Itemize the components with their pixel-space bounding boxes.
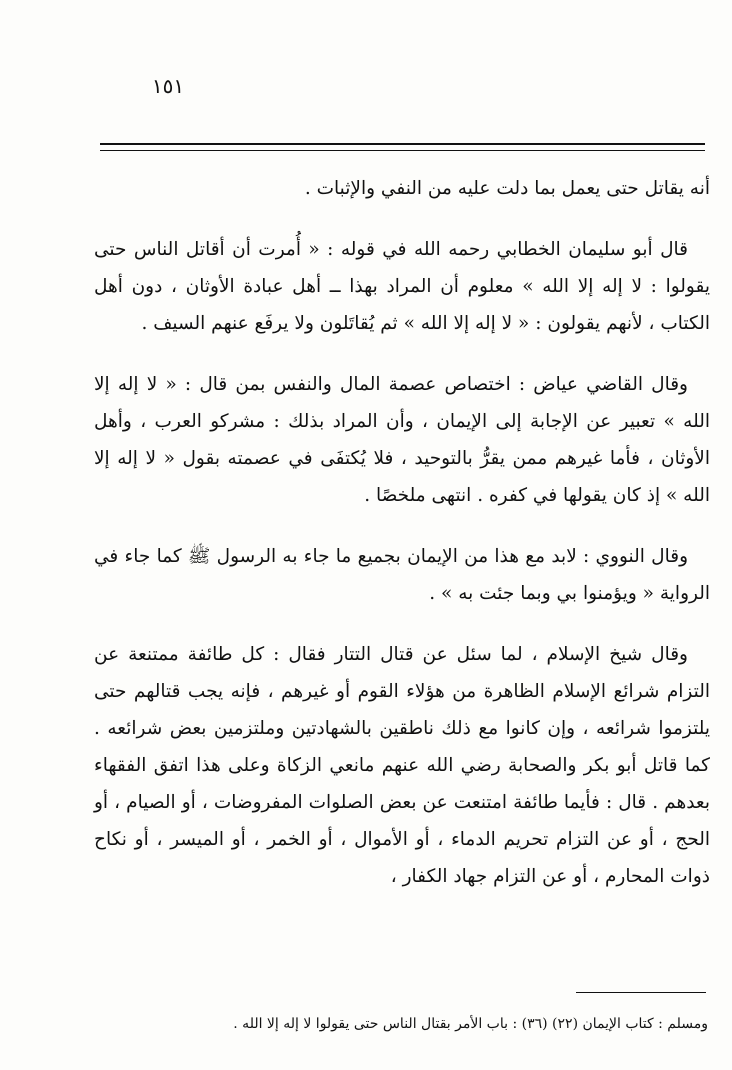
paragraph-shaykh-al-islam: وقال شيخ الإسلام ، لما سئل عن قتال التتار فقال : كل طائفة ممتنعة عن التزام شرائع الإسلام الظاهرة من هؤلاء القوم أو غيرهم ، فإنه يجب قتالهم حتى يلتزموا شرائعه ، وإن كانوا مع ذلك ناطقين بالشهادتين وملتزمين بعض شرائعه . كما قاتل أبو بكر والصحابة رضي الله عنهم مانعي الزكاة وعلى هذا اتفق الفقهاء بعدهم . قال : فأيما طائفة امتنعت عن بعض الصلوات المفروضات ، أو الصيام ، أو الحج ، أو عن التزام تحريم الدماء ، أو الأموال ، أو الخمر ، أو الميسر ، أو نكاح ذوات المحارم ، أو عن التزام جهاد الكفار ، bbox=[94, 644, 710, 887]
paragraph-nawawi: وقال النووي : لابد مع هذا من الإيمان بجميع ما جاء به الرسول ﷺ كما جاء في الرواية « ويؤمنوا بي وبما جئت به » . bbox=[94, 546, 710, 604]
body-text bbox=[94, 170, 710, 919]
paragraph-khattabi: قال أبو سليمان الخطابي رحمه الله في قوله : « أُمرت أن أقاتل الناس حتى يقولوا : لا إله إلا الله » معلوم أن المراد بهذا ــ أهل عبادة الأوثان ، دون أهل الكتاب ، لأنهم يقولون : « لا إله إلا الله » ثم يُقاتَلون ولا يرفَع عنهم السيف . bbox=[94, 239, 710, 334]
paragraph-continuation: أنه يقاتل حتى يعمل بما دلت عليه من النفي والإثبات . bbox=[304, 178, 710, 199]
paragraph-qadi-iyad: وقال القاضي عياض : اختصاص عصمة المال والنفس بمن قال : « لا إله إلا الله » تعبير عن الإجابة إلى الإيمان ، وأن المراد بذلك : مشركو العرب ، وأهل الأوثان ، فأما غيرهم ممن يقرُّ بالتوحيد ، فلا يُكتفَى في عصمته بقول « لا إله إلا الله » إذ كان يقولها في كفره . انتهى ملخصًا . bbox=[94, 374, 710, 506]
footnote-separator bbox=[576, 992, 706, 993]
header-rule-thick bbox=[100, 143, 705, 145]
footnote: ومسلم : كتاب الإيمان (٢٢) (٣٦) : باب الأمر بقتال الناس حتى يقولوا لا إله إلا الله . bbox=[233, 1016, 708, 1032]
page-number: ١٥١ bbox=[151, 74, 185, 98]
header-rule-thin bbox=[100, 150, 705, 151]
